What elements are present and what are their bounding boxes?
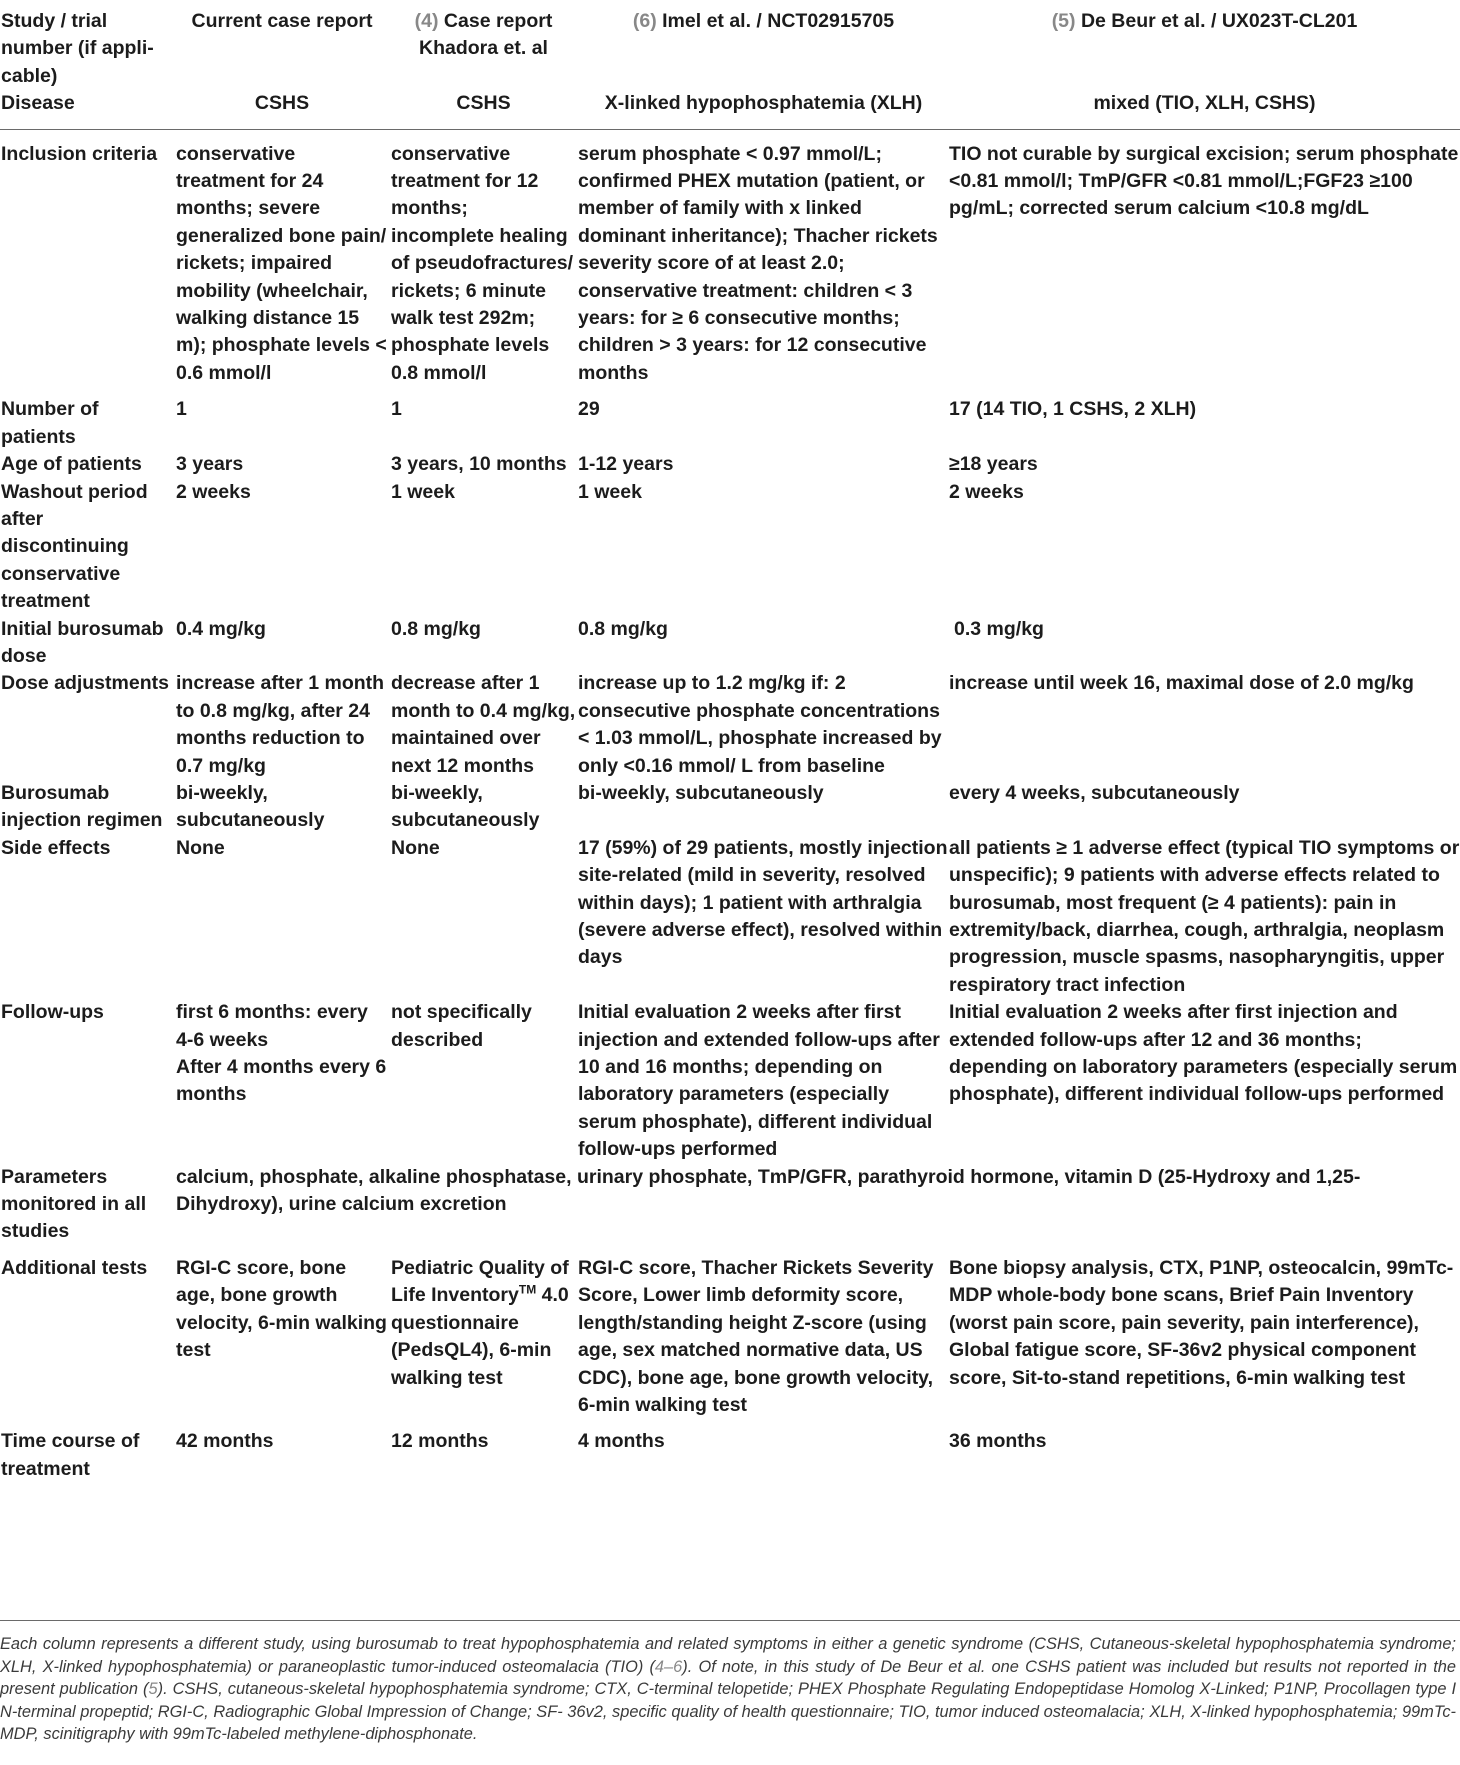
- table-row: [0, 1428, 1460, 1483]
- table-cell: 12 months: [391, 1430, 489, 1453]
- disease-cell: CSHS: [254, 92, 310, 115]
- row-label: Follow-ups: [1, 1001, 104, 1024]
- row-label: Dose adjustments: [1, 672, 169, 695]
- table-cell: conservative treatment for 24 months; severe generalized bone pain/ rickets; impaired mobility (wheelchair, walking distance 15 m); phosphate levels < 0.6 mmol/l: [172, 129, 388, 396]
- header-col-current-case: [172, 8, 388, 90]
- table-cell: 17 (59%) of 29 patients, mostly injection site-related (mild in severity, resolved within days); 1 patient with arthralgia (severe adverse effect), resolved within days: [578, 836, 948, 969]
- table-row: [0, 835, 1460, 999]
- table-cell: RGI-C score, Thacher Rickets Severity Score, Lower limb deformity score, length/standing height Z-score (using age, sex matched normative data, US CDC), bone age, bone growth velocity, 6-min walking test: [578, 1256, 934, 1416]
- table-row: [0, 1255, 1460, 1428]
- table-cell: serum phosphate < 0.97 mmol/L; confirmed PHEX mutation (patient, or member of family with x linked dominant inheritance); Thacher rickets severity score of at least 2.0; conservative treatment: children < 3 years: for ≥ 6 consecutive months; children > 3 years: for 12 consecutive months: [576, 129, 949, 396]
- table-cell: TIO not curable by surgical excision; serum phosphate <0.81 mmol/l; TmP/GFR <0.81 mmol/L;FGF23 ≥100 pg/mL; corrected serum calcium <10.8 mg/dL: [949, 129, 1460, 396]
- table-cell: RGI-C score, bone age, bone growth velocity, 6-min walking test: [176, 1256, 387, 1362]
- table-cell: 2 weeks: [176, 480, 251, 503]
- table-cell: 4 months: [578, 1430, 665, 1453]
- table-cell: bi-weekly, subcutaneously: [578, 781, 824, 804]
- table-cell: 2 weeks: [949, 480, 1024, 503]
- table-cell: 0.8 mg/kg: [391, 617, 481, 640]
- row-label: Washout period after discontinuing conservative treatment: [1, 480, 148, 613]
- header-row: [0, 8, 1460, 90]
- header-col-debeur: [949, 8, 1460, 90]
- table-cell: 0.8 mg/kg: [578, 617, 668, 640]
- table-cell: 3 years: [176, 453, 244, 476]
- table-cell: 42 months: [176, 1430, 274, 1453]
- cell-text: Pediatric Quality of Life Inventory: [391, 1256, 569, 1307]
- disease-row: [0, 90, 1460, 129]
- disease-cell: CSHS: [456, 92, 511, 115]
- header-col-title-line2: Khadora et. al: [419, 37, 548, 60]
- disease-cell: X-linked hypophosphatemia (XLH): [604, 92, 923, 115]
- table-cell: all patients ≥ 1 adverse effect (typical TIO symptoms or unspecific); 9 patients with adverse effects related to burosumab, most frequent (≥ 4 patients): pain in extremity/back, diarrhea, cough, arthralgia, neoplasm progression, muscle spasms, nasopharyngitis, upper respiratory tract infection: [949, 836, 1460, 996]
- table-cell: 1 week: [391, 480, 455, 503]
- table-row: [0, 616, 1460, 671]
- table-cell: [388, 1255, 576, 1428]
- footnote-text: ). Of note, in this study of De Beur et al. one CSHS patient was included but results not reported in the present publication (: [0, 1657, 1456, 1699]
- table-cell: None: [176, 836, 225, 859]
- row-label: Additional tests: [1, 1256, 148, 1279]
- header-col-title: Case report: [438, 10, 553, 32]
- table-cell: every 4 weeks, subcutaneously: [949, 781, 1240, 804]
- header-col-title: Imel et al. / NCT02915705: [656, 10, 895, 32]
- table-row: [0, 780, 1460, 835]
- table-cell: 0.3 mg/kg: [954, 617, 1044, 640]
- footnote-text: Each column represents a different study, using burosumab to treat hypophosphatemia and related symptoms in either a genetic syndrome (CSHS, Cutaneous-skeletal hypophosphatemia syndrome; XLH, X-linked hypophosphatemia) or paraneoplastic tumor-induced osteomalacia (TIO) (: [0, 1635, 1456, 1676]
- table-row: [0, 396, 1460, 451]
- row-label: Side effects: [1, 836, 111, 859]
- reference-link[interactable]: 5: [148, 1680, 158, 1699]
- row-label: Initial burosumab dose: [1, 617, 164, 667]
- table-cell: 36 months: [949, 1430, 1047, 1453]
- row-label: Burosumab injection regimen: [1, 781, 163, 832]
- reference-link[interactable]: (5): [1051, 10, 1076, 32]
- table-row: [0, 1164, 1460, 1255]
- disease-cell: mixed (TIO, XLH, CSHS): [1093, 92, 1316, 115]
- table-cell: Bone biopsy analysis, CTX, P1NP, osteocalcin, 99mTc-MDP whole-body bone scans, Brief Pain Inventory (worst pain score, pain severity, pain interference), Global fatigue score, SF-36v2 physical component score, Sit-to-stand repetitions, 6-min walking test: [949, 1256, 1454, 1389]
- table-cell: decrease after 1 month to 0.4 mg/kg, maintained over next 12 months: [391, 672, 576, 777]
- cell-line: first 6 months: every 4-6 weeks: [176, 1001, 368, 1051]
- table-cell: [172, 999, 388, 1163]
- table-cell: bi-weekly, subcutaneously: [176, 781, 325, 832]
- footnote-text: ). CSHS, cutaneous-skeletal hypophosphatemia syndrome; CTX, C-terminal telopetide; PHEX Phosphate Regulating Endopeptidase Homolog X-Linked; P1NP, Procollagen type I N-terminal propeptid; RGI-C, Radiographic Global Impression of Change; SF- 36v2, specific quality of health questionnaire; TIO, tumor induced osteomalacia; XLH, X-linked hypophosphatemia; 99mTc-MDP, scinitigraphy with 99mTc-labeled methylene-diphosphonate.: [0, 1680, 1456, 1744]
- table-cell: 1: [176, 398, 187, 421]
- header-col-title: Current case report: [191, 10, 373, 32]
- table-cell: conservative treatment for 12 months; incomplete healing of pseudofractures/ rickets; 6 minute walk test 292m; phosphate levels 0.8 mmol/l: [388, 129, 576, 396]
- header-row-label: Study / trial number (if appli-cable): [1, 10, 154, 87]
- study-comparison-table: [0, 8, 1460, 1483]
- reference-link[interactable]: (4): [414, 10, 439, 32]
- table-cell: increase after 1 month to 0.8 mg/kg, after 24 months reduction to 0.7 mg/kg: [176, 672, 385, 777]
- table-row: [0, 670, 1460, 780]
- row-label: Age of patients: [1, 453, 142, 476]
- table-row: [0, 129, 1460, 396]
- row-label: Time course of treatment: [1, 1430, 140, 1480]
- reference-link[interactable]: 4–6: [654, 1657, 683, 1676]
- header-col-title: De Beur et al. / UX023T-CL201: [1075, 10, 1358, 32]
- table-cell: 17 (14 TIO, 1 CSHS, 2 XLH): [949, 398, 1197, 421]
- table-cell: not specifically described: [391, 1001, 532, 1051]
- row-label: Number of patients: [1, 398, 99, 448]
- table-row: [0, 479, 1460, 616]
- table-cell: Initial evaluation 2 weeks after first injection and extended follow-ups after 12 and 36 months; depending on laboratory parameters (especially serum phosphate), different individual follow-ups performed: [949, 1001, 1458, 1106]
- table-cell: 3 years, 10 months: [391, 453, 567, 476]
- cell-line: After 4 months every 6 months: [176, 1056, 387, 1106]
- table-row: [0, 999, 1460, 1163]
- table-cell: bi-weekly, subcutaneously: [391, 781, 540, 832]
- row-label: Parameters monitored in all studies: [1, 1165, 147, 1243]
- table-cell: increase until week 16, maximal dose of 2.0 mg/kg: [949, 672, 1414, 695]
- header-col-imel: [576, 8, 949, 90]
- table-row: [0, 451, 1460, 478]
- table-cell-spanning: calcium, phosphate, alkaline phosphatase, urinary phosphate, TmP/GFR, parathyroid hormone, vitamin D (25-Hydroxy and 1,25-Dihydroxy), urine calcium excretion: [176, 1165, 1361, 1216]
- table-footnote: [0, 1633, 1456, 1746]
- row-label: Inclusion criteria: [0, 129, 172, 396]
- table-cell: ≥18 years: [949, 453, 1038, 476]
- table-cell: 0.4 mg/kg: [176, 617, 266, 640]
- table-cell: increase up to 1.2 mg/kg if: 2 consecutive phosphate concentrations < 1.03 mmol/L, phosphate increased by only <0.16 mmol/ L from baseline: [578, 672, 942, 777]
- table-cell: 29: [578, 398, 600, 421]
- table-cell: Initial evaluation 2 weeks after first injection and extended follow-ups after 10 and 16 months; depending on laboratory parameters (especially serum phosphate), different individual follow-ups performed: [578, 1001, 940, 1161]
- table-bottom-rule: [0, 1620, 1460, 1621]
- table-cell: 1: [391, 398, 402, 421]
- table-cell: 1-12 years: [578, 453, 674, 476]
- table-cell: None: [391, 836, 440, 859]
- trademark-sup: TM: [518, 1282, 537, 1297]
- cell-text: 4.0 questionnaire (PedsQL4), 6-min walking test: [391, 1284, 569, 1389]
- header-col-khadora: [388, 8, 576, 90]
- row-label: Disease: [1, 92, 75, 115]
- reference-link[interactable]: (6): [632, 10, 657, 32]
- table-cell: 1 week: [578, 480, 642, 503]
